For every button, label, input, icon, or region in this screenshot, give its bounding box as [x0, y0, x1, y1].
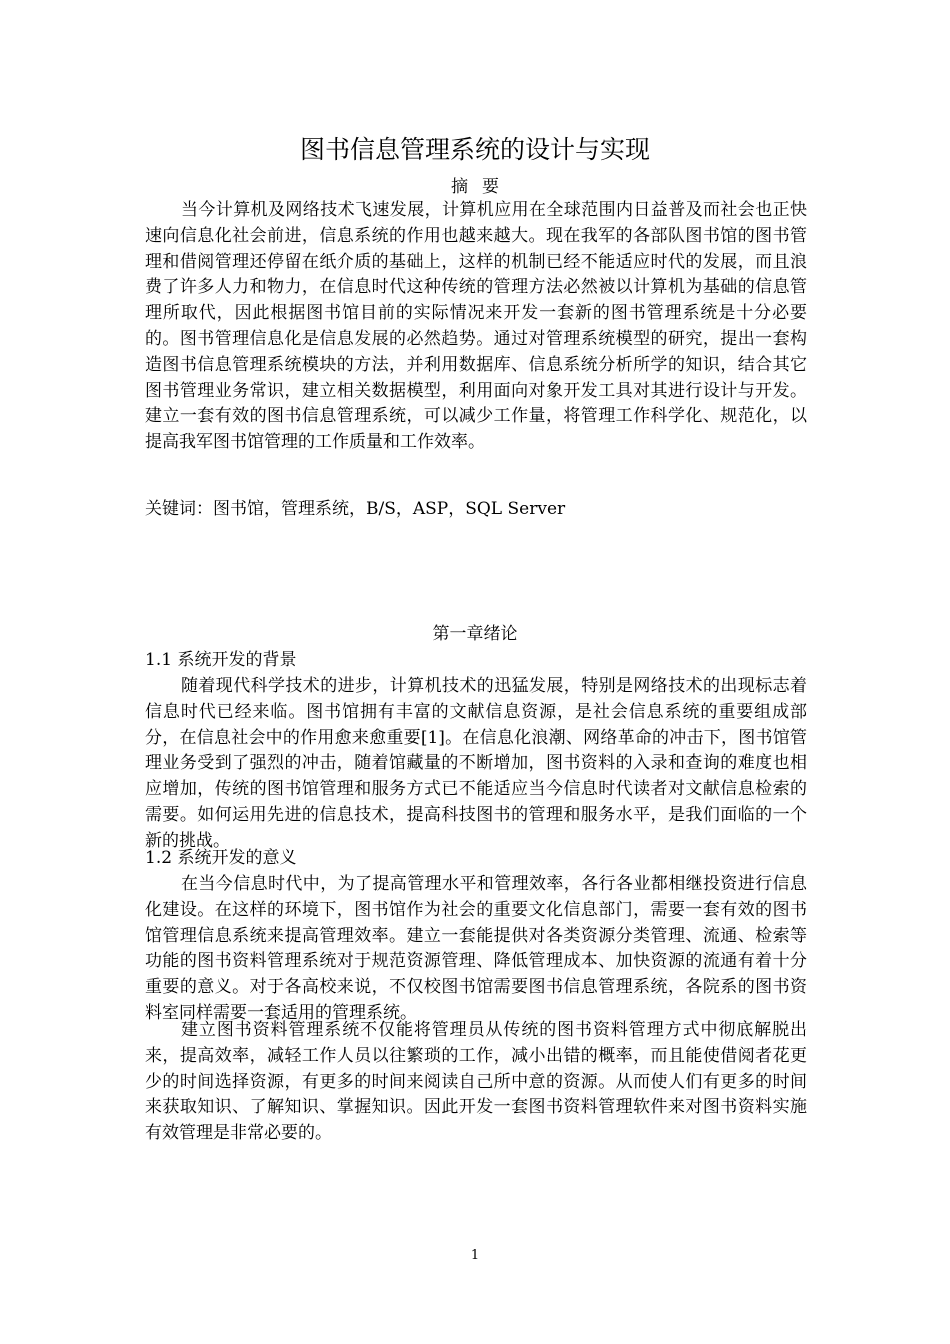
keywords-line: 关键词：图书馆，管理系统，B/S，ASP，SQL Server	[145, 499, 566, 519]
abstract-body: 当今计算机及网络技术飞速发展，计算机应用在全球范围内日益普及而社会也正快速向信息化社会前进，信息系统的作用也越来越大。现在我军的各部队图书馆的图书管理和借阅管理还停留在纸介质的基础上，这样的机制已经不能适应时代的发展，而且浪费了许多人力和物力，在信息时代这种传统的管理方法必然被以计算机为基础的信息管理所取代，因此根据图书馆目前的实际情况来开发一套新的图书管理系统是十分必要的。图书管理信息化是信息发展的必然趋势。通过对管理系统模型的研究，提出一套构造图书信息管理系统模块的方法，并利用数据库、信息系统分析所学的知识，结合其它图书管理业务常识，建立相关数据模型，利用面向对象开发工具对其进行设计与开发。建立一套有效的图书信息管理系统，可以减少工作量，将管理工作科学化、规范化，以提高我军图书馆管理的工作质量和工作效率。	[145, 200, 807, 453]
section-1-2-body: 在当今信息时代中，为了提高管理水平和管理效率，各行各业都相继投资进行信息化建设。在这样的环境下，图书馆作为社会的重要文化信息部门，需要一套有效的图书馆管理信息系统来提高管理效率。建立一套能提供对各类资源分类管理、流通、检索等功能的图书资料管理系统对于规范资源管理、降低管理成本、加快资源的流通有着十分重要的意义。对于各高校来说，不仅校图书馆需要图书信息管理系统，各院系的图书资料室同样需要一套适用的管理系统。	[145, 874, 807, 1023]
section-1-1-body: 随着现代科学技术的进步，计算机技术的迅猛发展，特别是网络技术的出现标志着信息时代已经来临。图书馆拥有丰富的文献信息资源，是社会信息系统的重要组成部分，在信息社会中的作用愈来愈重要[1]。在信息化浪潮、网络革命的冲击下，图书馆管理业务受到了强烈的冲击，随着馆藏量的不断增加，图书资料的入录和查询的难度也相应增加，传统的图书馆管理和服务方式已不能适应当今信息时代读者对文献信息检索的需要。如何运用先进的信息技术，提高科技图书的管理和服务水平，是我们面临的一个新的挑战。	[145, 676, 807, 851]
section-1-1-heading: 1.1 系统开发的背景	[145, 650, 297, 670]
section-1-2-body-second-paragraph: 建立图书资料管理系统不仅能将管理员从传统的图书资料管理方式中彻底解脱出来，提高效率，减轻工作人员以往繁琐的工作，减小出错的概率，而且能使借阅者花更少的时间选择资源，有更多的时间来阅读自己所中意的资源。从而使人们有更多的时间来获取知识、了解知识、掌握知识。因此开发一套图书资料管理软件来对图书资料实施有效管理是非常必要的。	[145, 1020, 807, 1144]
document-title: 图书信息管理系统的设计与实现	[299, 135, 650, 164]
abstract-heading: 摘要	[451, 177, 513, 197]
chapter-title: 第一章绪论	[432, 624, 518, 644]
page-number: 1	[470, 1248, 480, 1263]
section-1-2-heading: 1.2 系统开发的意义	[145, 848, 297, 868]
